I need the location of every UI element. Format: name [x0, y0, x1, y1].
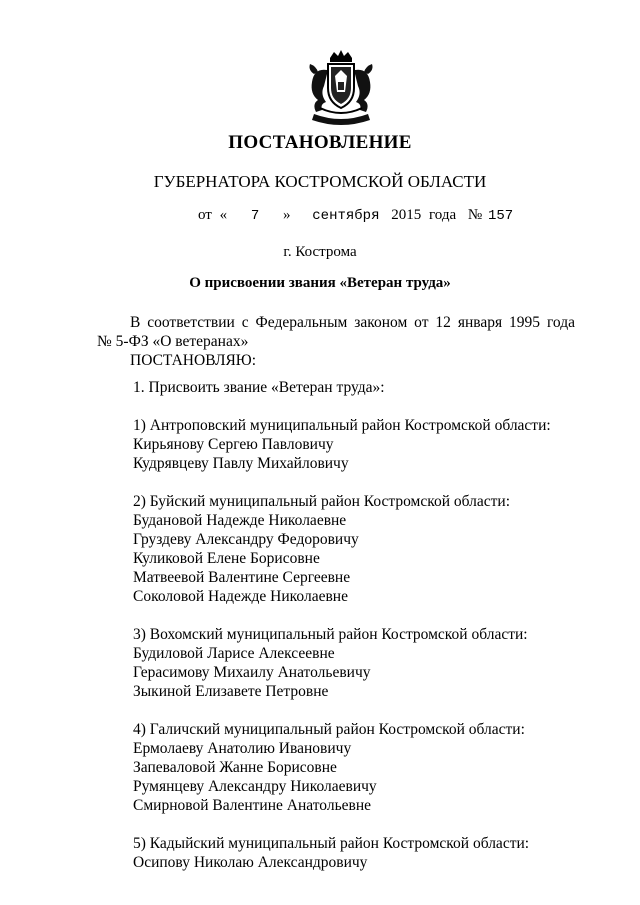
- date-prefix: от: [198, 207, 212, 223]
- city-line: г. Кострома: [283, 244, 357, 260]
- person-name: Запеваловой Жанне Борисовне: [133, 759, 337, 776]
- coat-of-arms-icon: [300, 48, 382, 128]
- district-group: [133, 492, 551, 606]
- person-name: Герасимову Михаилу Анатольевичу: [133, 664, 371, 681]
- person-name: Ермолаеву Анатолию Ивановичу: [133, 740, 352, 757]
- district-title: 4) Галичский муниципальный район Костромской области:: [133, 721, 525, 738]
- district-group: [133, 416, 551, 473]
- preamble: [97, 313, 575, 370]
- clause-1: 1. Присвоить звание «Ветеран труда»:: [133, 379, 385, 396]
- district-title: 5) Кадыйский муниципальный район Костромской области:: [133, 835, 530, 852]
- preamble-line-2: № 5-ФЗ «О ветеранах»: [97, 333, 249, 350]
- district-title: 3) Вохомский муниципальный район Костромской области:: [133, 626, 528, 643]
- resolve-word: ПОСТАНОВЛЯЮ:: [130, 352, 257, 369]
- subject-heading: О присвоении звания «Ветеран труда»: [189, 275, 451, 291]
- date-month: сентября: [312, 208, 380, 224]
- person-name: Груздеву Александру Федоровичу: [133, 531, 359, 548]
- district-group: [133, 834, 551, 872]
- person-name: Румянцеву Александру Николаевичу: [133, 778, 377, 795]
- date-open-quote: «: [219, 207, 228, 223]
- district-group: [133, 625, 551, 701]
- district-title: 2) Буйский муниципальный район Костромской области:: [133, 493, 511, 510]
- document-number: 157: [487, 208, 514, 224]
- person-name: Куликовой Елене Борисовне: [133, 550, 320, 567]
- date-year-word: года: [428, 207, 457, 223]
- person-name: Осипову Николаю Александровичу: [133, 854, 368, 871]
- date-day: 7: [250, 208, 260, 224]
- date-close-quote: »: [283, 207, 291, 223]
- preamble-line-1: В соответствии с Федеральным законом от 12 января 1995 года: [130, 314, 575, 331]
- issuer-title: ГУБЕРНАТОРА КОСТРОМСКОЙ ОБЛАСТИ: [153, 172, 487, 191]
- district-group: [133, 720, 551, 815]
- number-sign: №: [467, 207, 483, 223]
- date-year: 2015: [391, 207, 422, 223]
- document-type-title: ПОСТАНОВЛЕНИЕ: [228, 132, 412, 153]
- district-title: 1) Антроповский муниципальный район Костромской области:: [133, 417, 551, 434]
- person-name: Зыкиной Елизавете Петровне: [133, 683, 329, 700]
- person-name: Соколовой Надежде Николаевне: [133, 588, 348, 605]
- date-line: [198, 207, 513, 224]
- person-name: Будановой Надежде Николаевне: [133, 512, 347, 529]
- person-name: Матвеевой Валентине Сергеевне: [133, 569, 351, 586]
- person-name: Кирьянову Сергею Павловичу: [133, 436, 334, 453]
- person-name: Кудрявцеву Павлу Михайловичу: [133, 455, 349, 472]
- person-name: Будиловой Ларисе Алексеевне: [133, 645, 335, 662]
- person-name: Смирновой Валентине Анатольевне: [133, 797, 372, 814]
- decree-body: [133, 378, 551, 872]
